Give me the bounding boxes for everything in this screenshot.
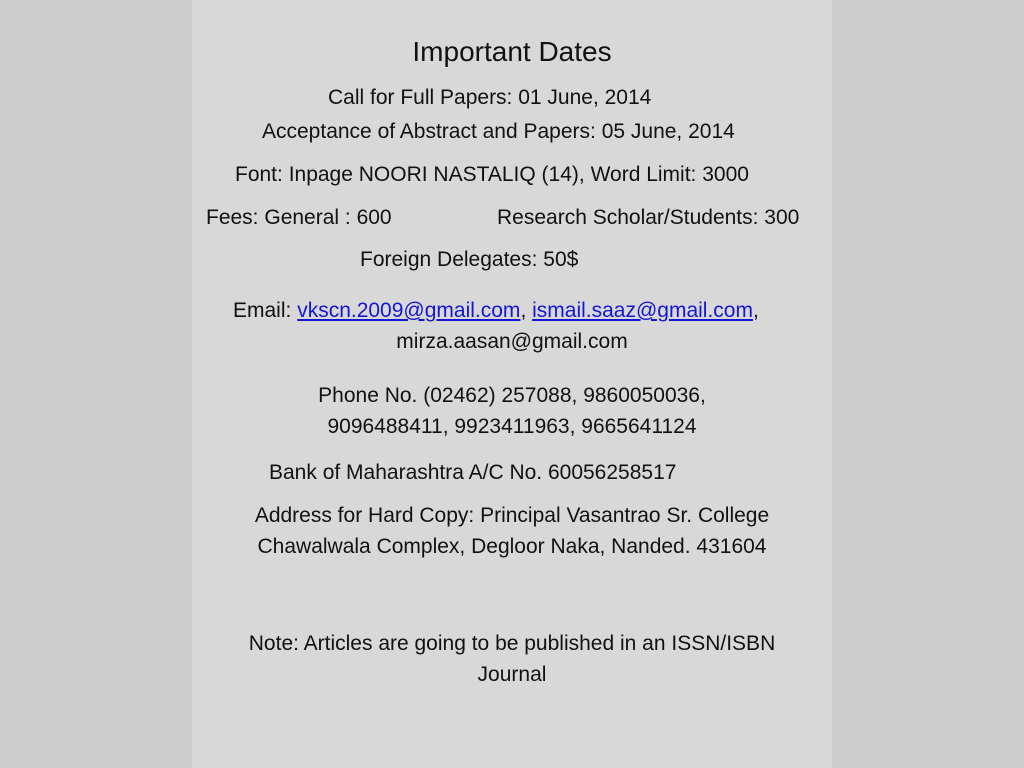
email-link-vkscn[interactable]: vkscn.2009@gmail.com (297, 299, 521, 322)
note-line-1: Note: Articles are going to be published in an ISSN/ISBN (248, 632, 776, 655)
address-line-1: Address for Hard Copy: Principal Vasantrao Sr. College (254, 504, 770, 527)
email-label: Email: (233, 299, 298, 322)
note-line-2: Journal (477, 663, 547, 686)
fees-general-text: Fees: General : 600 (206, 206, 392, 229)
address-line-2: Chawalwala Complex, Degloor Naka, Nanded. 431604 (257, 535, 767, 558)
email-separator: , (520, 299, 533, 322)
phone-line-1: Phone No. (02462) 257088, 9860050036, (318, 384, 706, 407)
bank-account-text: Bank of Maharashtra A/C No. 60056258517 (269, 461, 677, 484)
fees-students-text: Research Scholar/Students: 300 (497, 206, 800, 229)
phone-line-2: 9096488411, 9923411963, 9665641124 (327, 415, 697, 438)
email-link-ismail[interactable]: ismail.saaz@gmail.com (532, 299, 753, 322)
email-line (233, 298, 759, 324)
email-mirza-text: mirza.aasan@gmail.com (396, 330, 628, 353)
acceptance-date-text: Acceptance of Abstract and Papers: 05 June, 2014 (262, 120, 735, 143)
font-word-limit-text: Font: Inpage NOORI NASTALIQ (14), Word Limit: 3000 (235, 163, 749, 186)
page-title: Important Dates (412, 36, 612, 67)
call-for-papers-text: Call for Full Papers: 01 June, 2014 (328, 86, 652, 109)
fees-foreign-text: Foreign Delegates: 50$ (360, 248, 579, 271)
email-separator: , (752, 299, 759, 322)
